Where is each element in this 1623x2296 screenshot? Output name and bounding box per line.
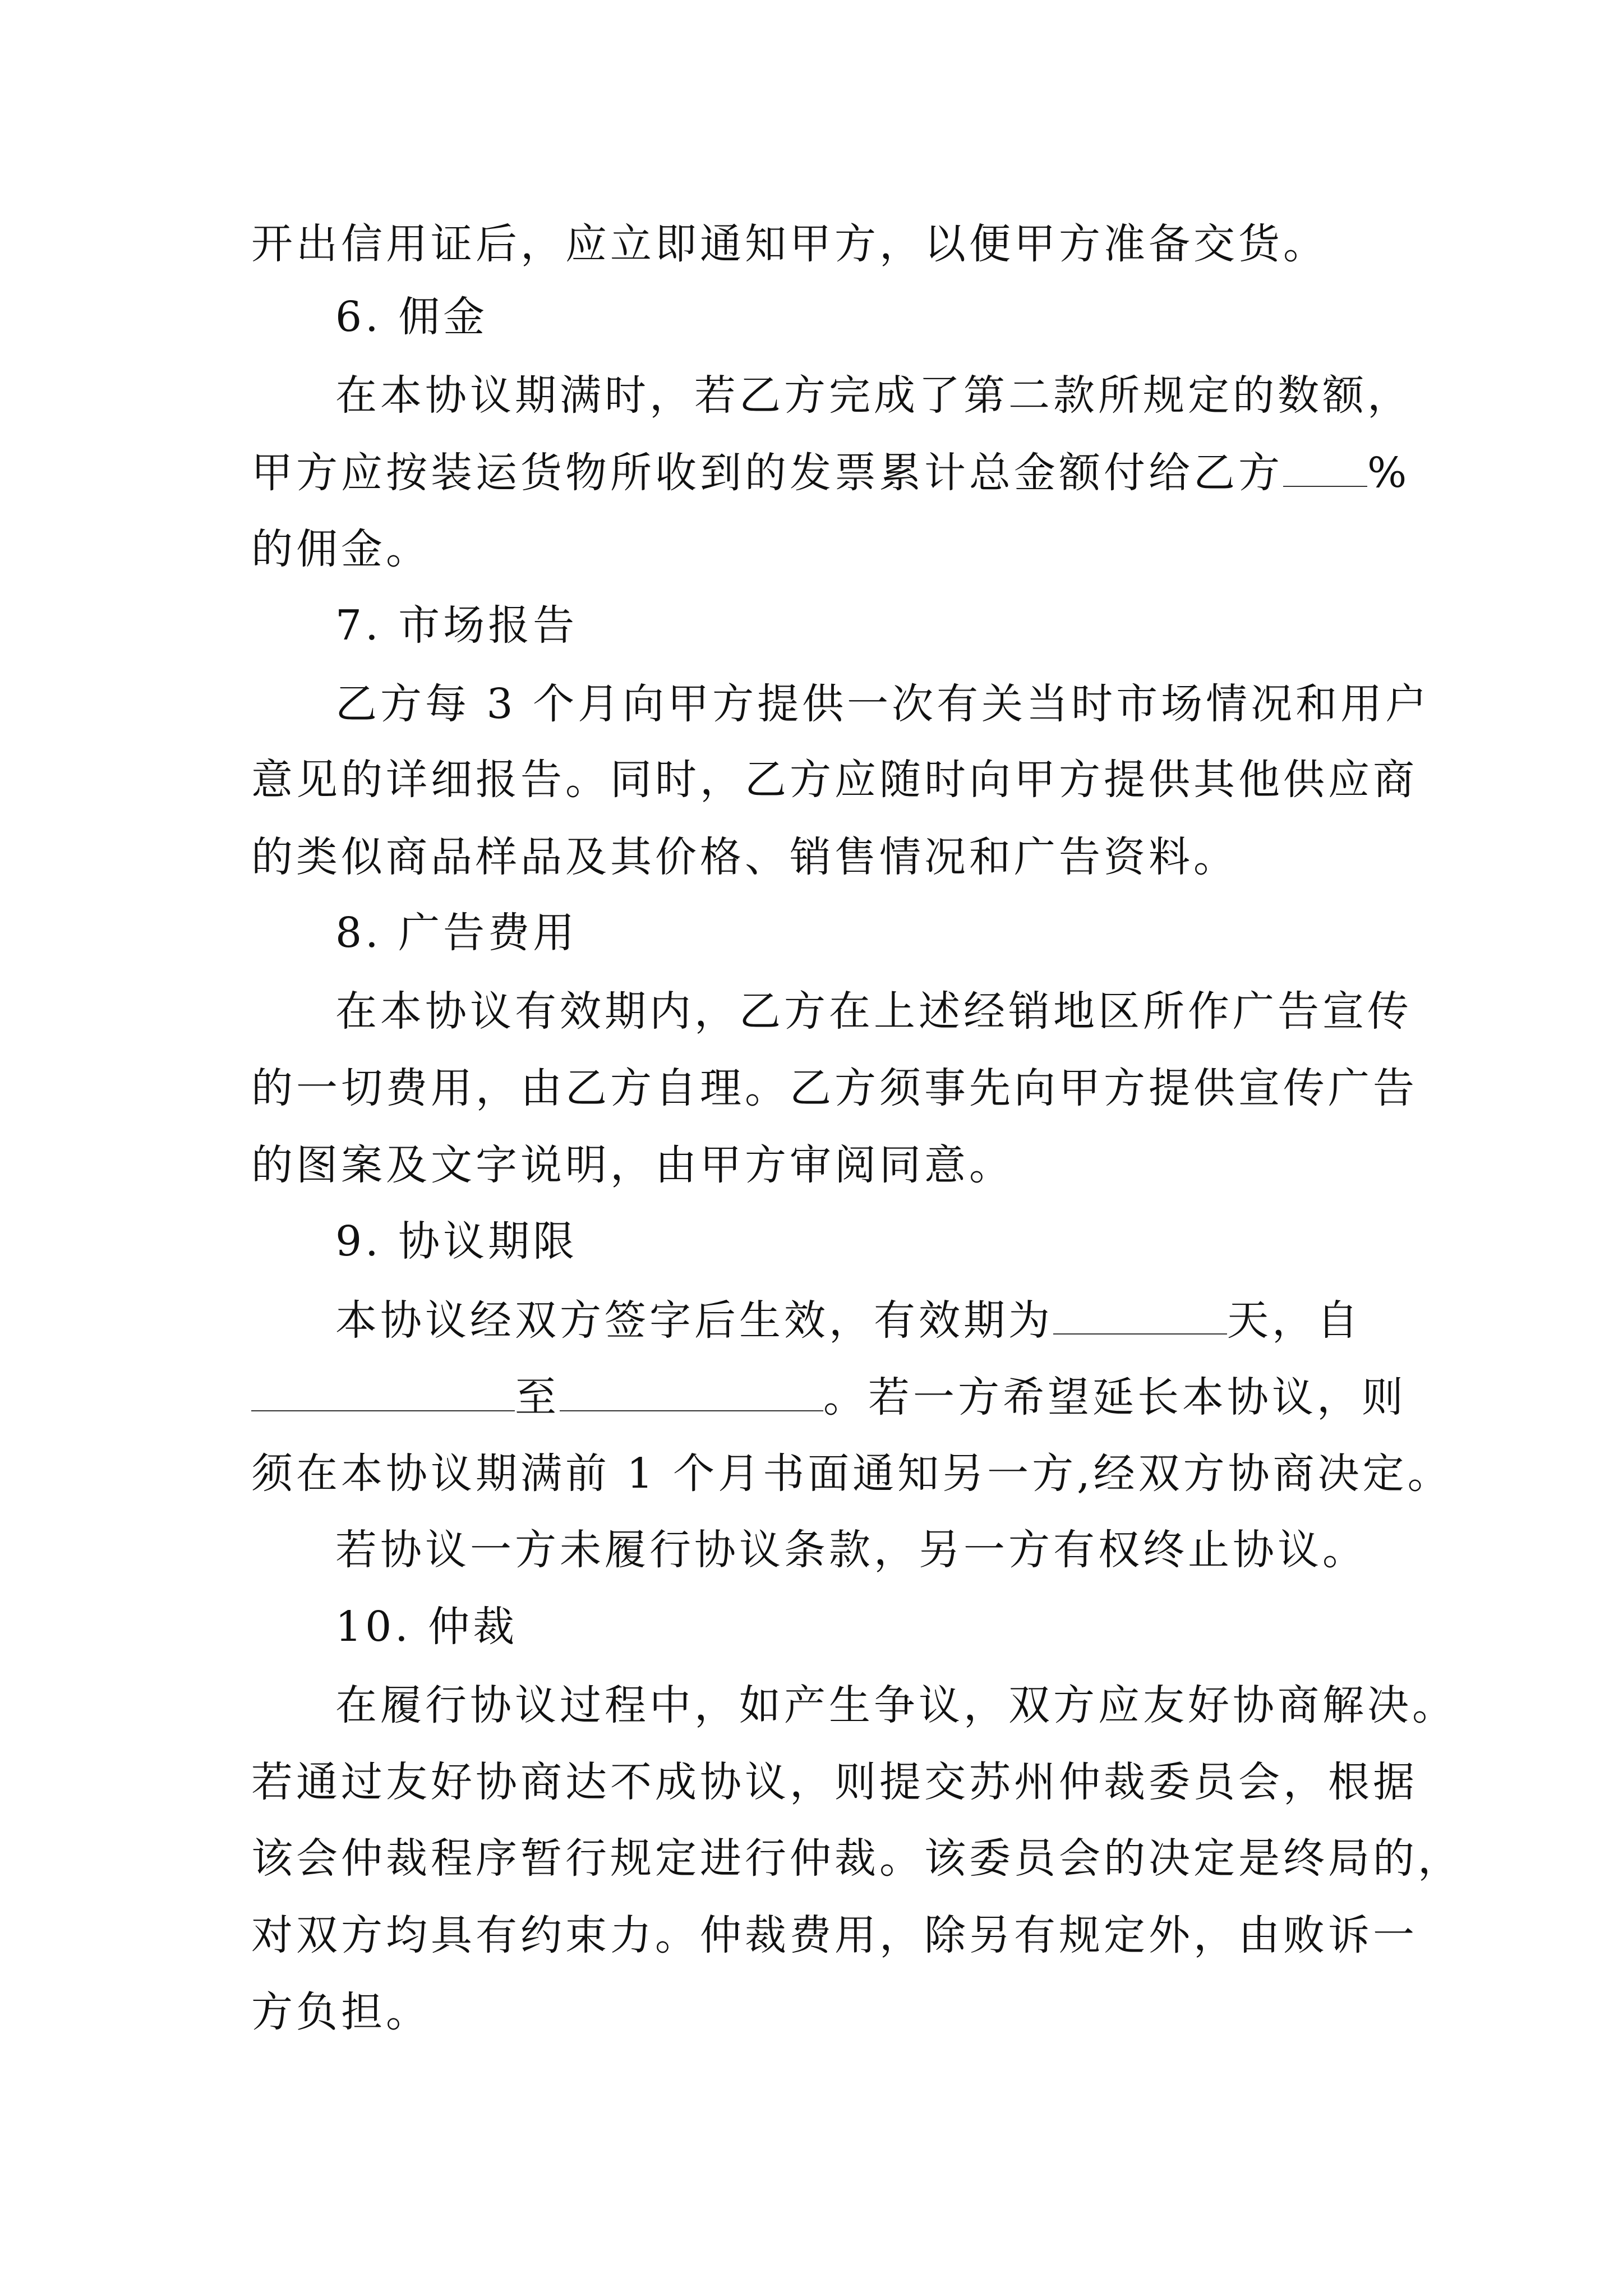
paragraph-line: 的佣金。	[251, 525, 431, 573]
paragraph-line: 在履行协议过程中，如产生争议，双方应友好协商解决。	[335, 1681, 1457, 1729]
paragraph-line: 在本协议期满时，若乙方完成了第二款所规定的数额，	[335, 371, 1412, 420]
section-heading-term: 9. 协议期限	[335, 1217, 578, 1266]
text-segment: 本协议经双方签字后生效，有效期为	[335, 1296, 1053, 1345]
paragraph-line	[251, 444, 1410, 501]
paragraph-line	[251, 1369, 1407, 1425]
paragraph-line: 对双方均具有约束力。仲裁费用，除另有规定外，由败诉一	[251, 1911, 1418, 1959]
paragraph-line: 该会仲裁程序暂行规定进行仲裁。该委员会的决定是终局的，	[251, 1834, 1463, 1883]
paragraph-line: 意见的详细报告。同时，乙方应随时向甲方提供其他供应商	[251, 756, 1418, 804]
text-segment: 。若一方希望延长本协议，则	[823, 1373, 1407, 1421]
section-heading-advertising: 8. 广告费用	[335, 909, 578, 957]
text-segment: 至	[515, 1373, 560, 1421]
paragraph-line: 的类似商品样品及其价格、销售情况和广告资料。	[251, 833, 1238, 881]
section-heading-arbitration: 10. 仲裁	[335, 1603, 518, 1651]
fill-blank-start-date	[251, 1369, 515, 1411]
paragraph-line: 若协议一方未履行协议条款，另一方有权终止协议。	[335, 1526, 1367, 1574]
paragraph-line: 开出信用证后，应立即通知甲方，以便甲方准备交货。	[251, 220, 1328, 268]
paragraph-line: 的一切费用，由乙方自理。乙方须事先向甲方提供宣传广告	[251, 1064, 1418, 1112]
paragraph-line: 须在本协议期满前 1 个月书面通知另一方,经双方协商决定。	[251, 1450, 1453, 1498]
fill-blank-end-date	[560, 1369, 823, 1411]
fill-blank-days	[1053, 1292, 1227, 1335]
text-segment: %	[1367, 449, 1410, 497]
text-segment: 天，自	[1227, 1296, 1362, 1345]
paragraph-line: 的图案及文字说明，由甲方审阅同意。	[251, 1141, 1014, 1189]
section-heading-commission: 6. 佣金	[335, 293, 488, 341]
section-heading-market-report: 7. 市场报告	[335, 601, 578, 650]
paragraph-line: 在本协议有效期内，乙方在上述经销地区所作广告宣传	[335, 987, 1412, 1036]
text-segment: 甲方应按装运货物所收到的发票累计总金额付给乙方	[251, 449, 1283, 497]
paragraph-line: 乙方每 3 个月向甲方提供一次有关当时市场情况和用户	[335, 680, 1431, 728]
paragraph-line: 方负担。	[251, 1988, 431, 2036]
fill-blank-percent	[1283, 444, 1367, 487]
paragraph-line	[335, 1292, 1390, 1349]
paragraph-line: 若通过友好协商达不成协议，则提交苏州仲裁委员会，根据	[251, 1758, 1418, 1806]
